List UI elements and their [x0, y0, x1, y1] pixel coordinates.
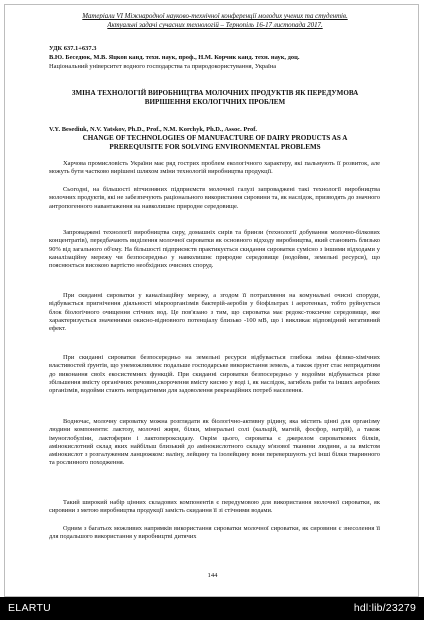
- paragraph-6: Водночас, молочну сироватку можна розглядати як біологічно-активну рідину, яка містить цінні для організму людини компоненти: лактозу, молочні жири, білки, мінеральні солі (кальцій, магній, фосфор, натрій), а також імуноглобуліни, лактоферин і лактопероксидазу. Окрім цього, сироватка є джерелом сироваткових білків, амінокислотний склад яких найбільш близький до амінокислотного складу м'язової тканини людини, а за вмістом амінокислот з розгалуженим ланцюжком: валіну, лейцину та ізолейцину вони перевершують усі інші білки тваринного та рослинного походження.: [49, 418, 380, 467]
- paragraph-2: Сьогодні, на більшості вітчизняних підприємств молочної галузі запроваджені такі технології виробництва молочних продуктів, які не забезпечують раціонального використання сировини та, як наслідок, призводять до значного антропогенного навантаження на навколишнє природне середовище.: [49, 186, 380, 210]
- running-header-line-1: Матеріали VI Міжнародної науково-технічної конференції молодих учених та студентів.: [82, 13, 348, 20]
- authors-ukrainian: В.Ю. Беседюк, М.В. Яцков канд. техн. наук, проф., Н.М. Корчик канд. техн. наук, доц.: [49, 54, 300, 61]
- paragraph-4: При скиданні сироватки у каналізаційну мережу, а згодом її потрапляння на комунальні очисні споруди, відбувається пригнічення діяльності мікроорганізмів бактерій-аеробів у біофільтрах і аеротенках, тобто руйнується блок біологічного очищення стічних вод. Це пов'язано з тим, що сироватка має редокс-токсичне середовище, яке характеризується значеннями окисно-відновного потенціалу близько -100 мВ, що і викликає відповідний негативний ефект.: [49, 292, 380, 333]
- document-page: [4, 4, 419, 597]
- paragraph-5: При скиданні сироватки безпосередньо на земельні ресурси відбувається глибока зміна фізико-хімічних властивостей ґрунтів, що унеможливлює подальше господарське використання земель, а також ґрунт стає непридатним до виконання своїх екосистемних функцій. При скиданні сироватки безпосередньо у водойми відбувається різке збільшення вмісту органічних речовин,скорочення вмісту кисню у воді і, як наслідок, загибель риби та інших аеробних організмів, водойми стають непридатними для задоволення рекреаційних потреб населення.: [49, 354, 380, 395]
- running-header-line-2: Актуальні задачі сучасних технологій – Тернопіль 16-17 листопада 2017.: [107, 22, 323, 29]
- page-number: 144: [207, 572, 218, 579]
- title-english: CHANGE OF TECHNOLOGIES OF MANUFACTURE OF DAIRY PRODUCTS AS A PREREQUISITE FOR SOLVING ENVIRONMENTAL PROBLEMS: [82, 134, 348, 151]
- repository-label: ELARTU: [8, 602, 52, 614]
- paragraph-1: Харчова промисловість України має ряд гострих проблем екологічного характеру, які пальмують її розвиток, але можуть бути частково вирішені шляхом зміни технологій виробництва продукції.: [49, 160, 380, 176]
- paragraph-7: Такий широкий набір цінних складових компонентів є передумовою для використання молочної сироватки, як сировини з метою виробництва продукції замість скидання її зі стічними водами.: [49, 499, 380, 515]
- footer-bar: [0, 597, 424, 620]
- title-ukrainian: ЗМІНА ТЕХНОЛОГІЙ ВИРОБНИЦТВА МОЛОЧНИХ ПРОДУКТІВ ЯК ПЕРЕДУМОВА ВИРІШЕННЯ ЕКОЛОГІЧНИХ ПРОБЛЕМ: [71, 89, 359, 106]
- paragraph-8: Одним з багатьох можливих напрямків використання сироватки молочної сироватки, як сировини є знесолення її для подальшого використання у виробництві дитячих: [49, 525, 380, 541]
- paragraph-3: Запроваджені технології виробництва сиру, домашніх сирів та бринзи (технології добування молочно-білкових концентратів), передбачають виділення молочної сироватки як основного відходу виробництва, який становить близько 90% від загального об'єму. На більшості підприємств практикується скидання сироватки сумісно з іншими відходами у каналізаційну мережу чи безпосередньо у навколишнє природне середовище (водойми, земельні ресурси), що пояснюється високою вартістю необхідних очисних споруд.: [49, 229, 380, 270]
- affiliation-ukrainian: Національний університет водного господарства та природокористування, Україна: [49, 63, 277, 70]
- authors-english: V.Y. Besediuk, N.V. Yatskov, Ph.D., Prof., N.M. Korchyk, Ph.D., Assoc. Prof.: [49, 126, 257, 133]
- udk-code: УДК 637.1+637.3: [49, 45, 97, 52]
- handle-identifier: hdl:lib/23279: [353, 602, 416, 614]
